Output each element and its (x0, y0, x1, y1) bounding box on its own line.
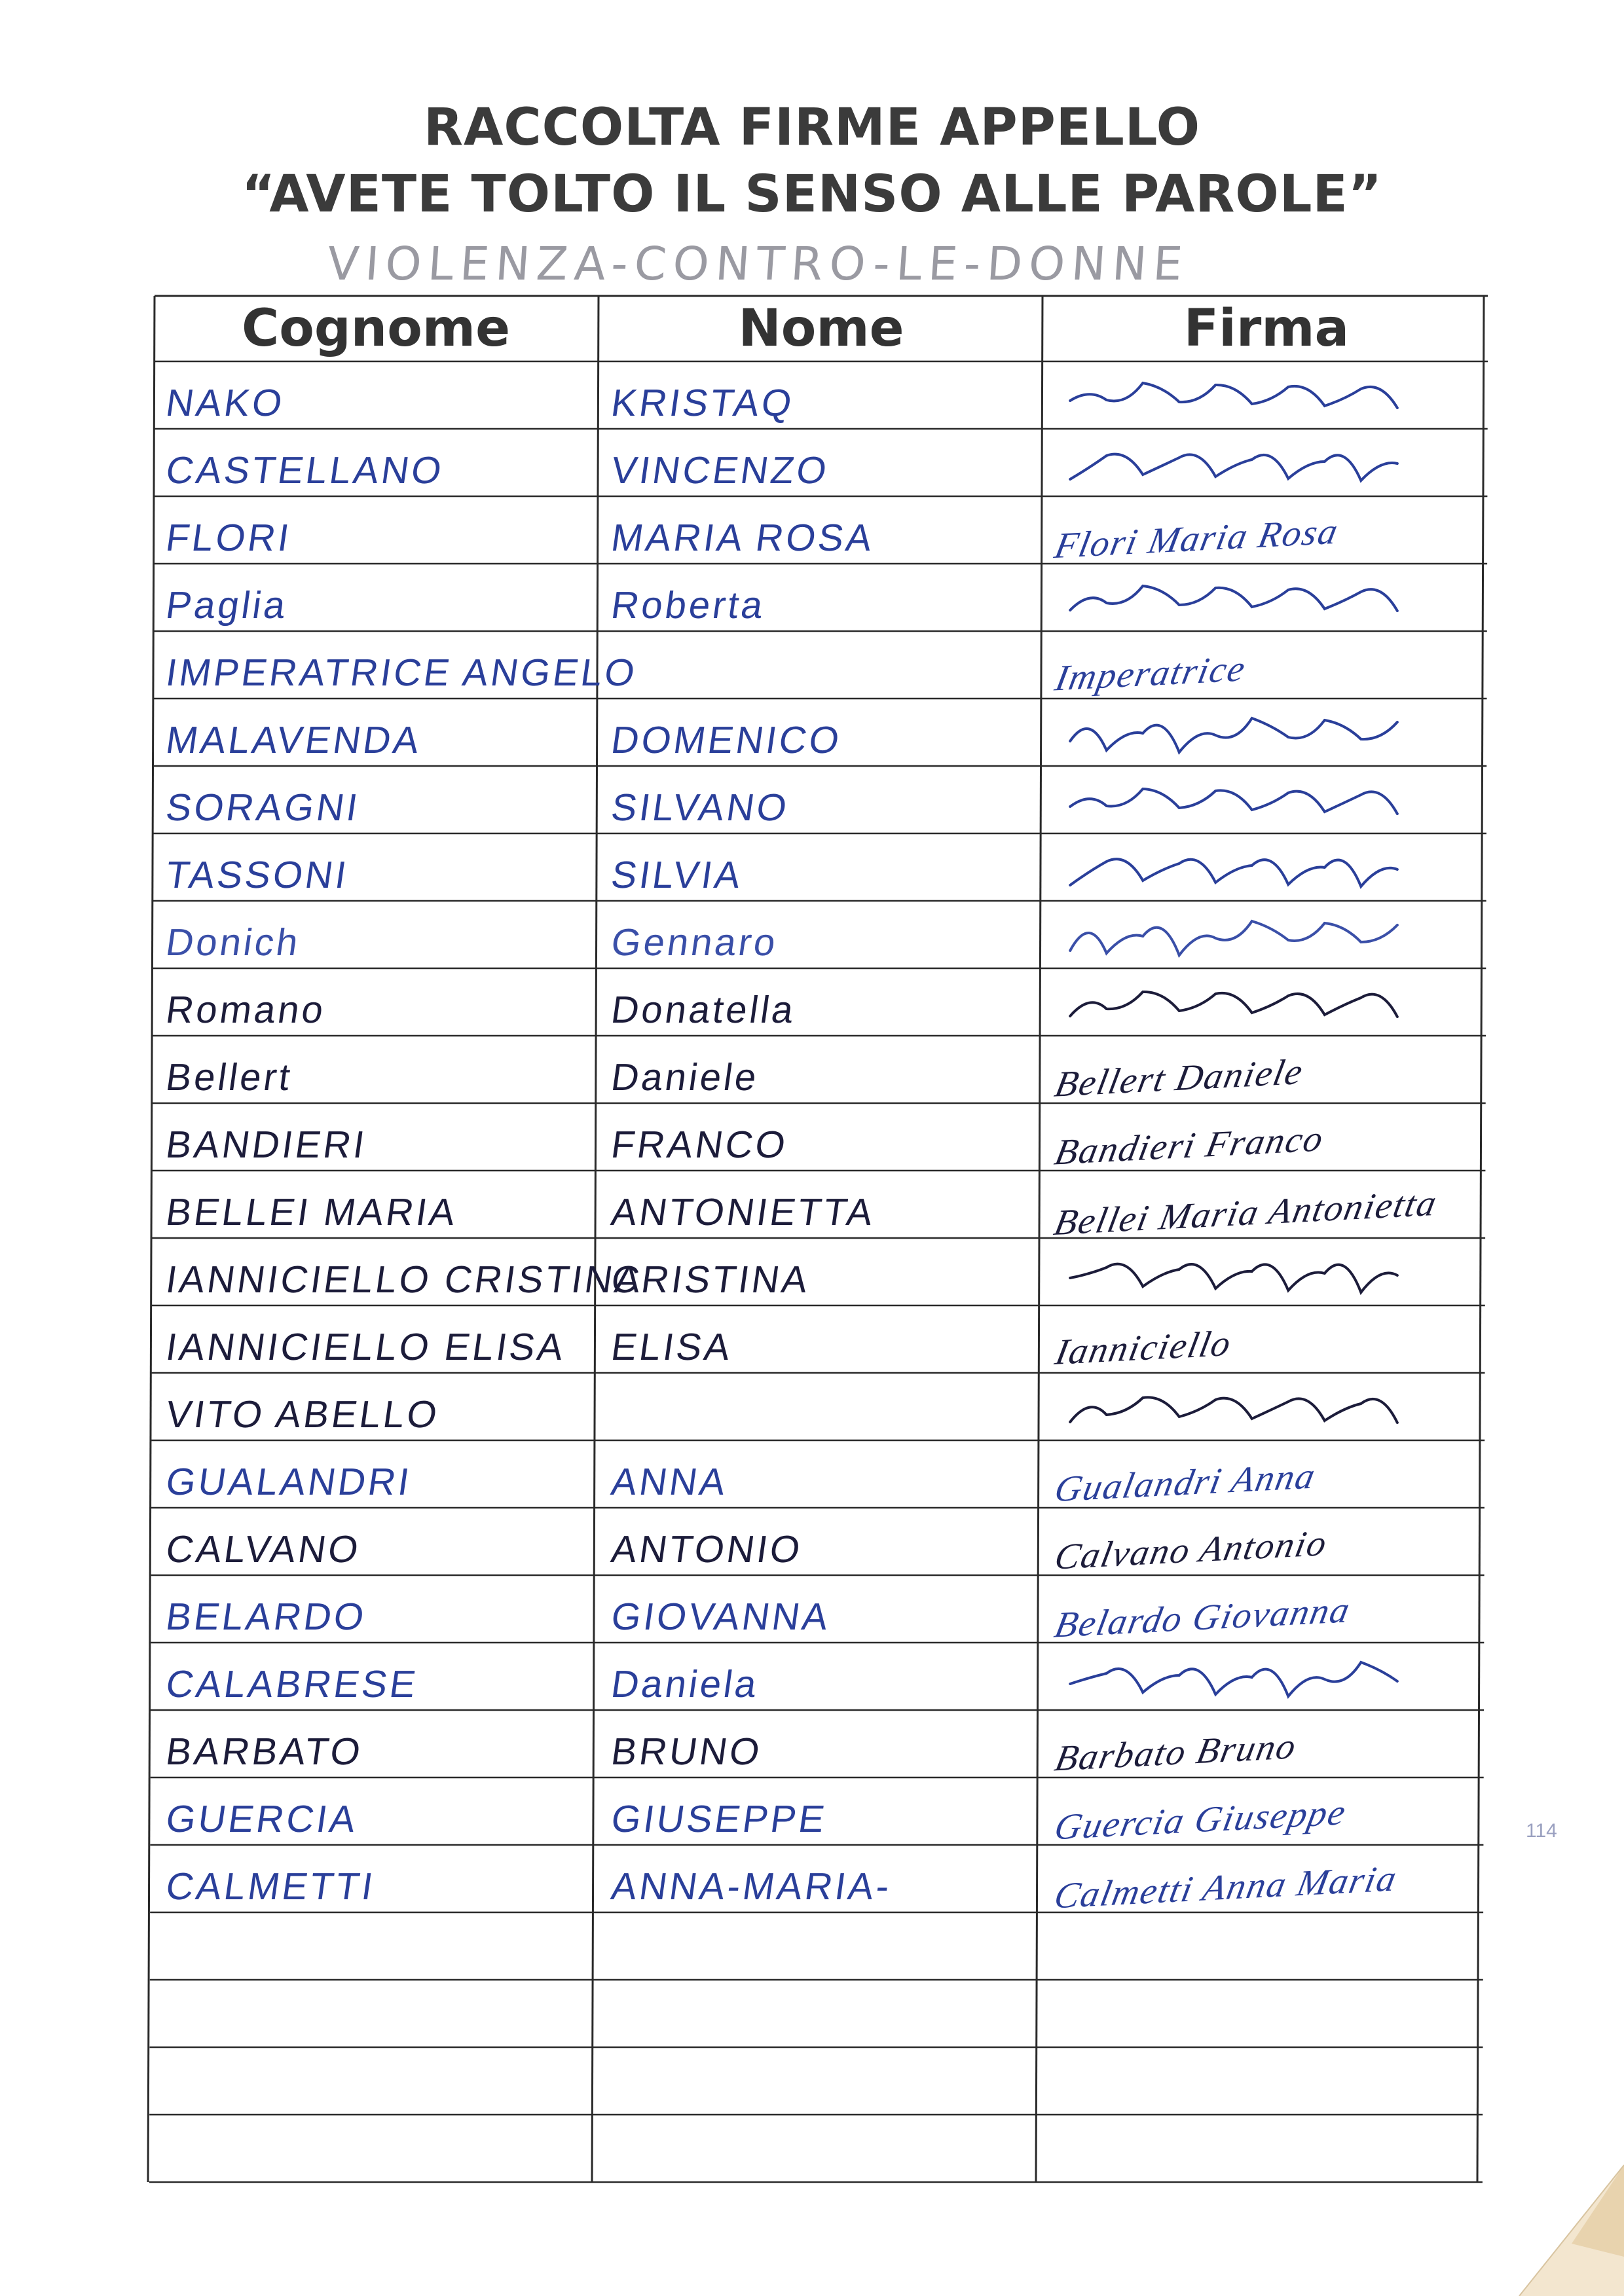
column-header-cognome: Cognome (242, 299, 510, 358)
cell-cognome (163, 699, 589, 766)
cell-cognome (163, 631, 640, 699)
cell-cognome (166, 2047, 589, 2115)
table-row (0, 1643, 1624, 1710)
handwritten-cognome: GUALANDRI (163, 1461, 415, 1503)
signature-scribble (1057, 1238, 1480, 1305)
cell-nome (608, 1710, 1035, 1777)
cell-nome (612, 1373, 1035, 1440)
signature-scribble (1057, 901, 1480, 968)
cell-nome (608, 699, 1035, 766)
cell-nome (608, 1575, 1035, 1643)
signature: Guercia Giuseppe (1051, 1792, 1350, 1848)
cell-firma (1051, 1440, 1480, 1510)
table-row (0, 429, 1624, 496)
cell-nome (608, 1036, 1035, 1103)
signature: Bellert Daniele (1051, 1051, 1307, 1105)
table-row (0, 968, 1624, 1036)
margin-note: 114 (1526, 1820, 1557, 1842)
cell-cognome (163, 1171, 589, 1238)
cell-cognome (163, 1643, 589, 1710)
handwritten-nome: ANTONIETTA (608, 1191, 878, 1233)
table-row (0, 1845, 1624, 1917)
cell-cognome (166, 1912, 589, 1980)
signature: Gualandri Anna (1051, 1455, 1320, 1510)
table-row (0, 1508, 1624, 1578)
handwritten-nome: Roberta (608, 584, 768, 627)
handwritten-nome: VINCENZO (608, 449, 832, 492)
handwritten-nome: Donatella (608, 989, 799, 1031)
table-row (0, 833, 1624, 901)
table-row (0, 361, 1624, 429)
handwritten-nome: ANTONIO (608, 1528, 805, 1571)
signature-scribble (1057, 699, 1480, 766)
cell-nome (608, 1171, 1035, 1238)
table-row (0, 1777, 1624, 1848)
table-row (0, 1440, 1624, 1508)
table-row (0, 901, 1624, 968)
handwritten-nome: MARIA ROSA (608, 517, 877, 559)
handwritten-nome: BRUNO (608, 1730, 766, 1773)
table-row (0, 766, 1624, 833)
cell-firma (1057, 564, 1480, 631)
table-row (0, 1103, 1624, 1171)
table-row (0, 1238, 1624, 1305)
cell-cognome (163, 1575, 589, 1643)
cell-cognome (163, 496, 589, 564)
cell-firma (1051, 1710, 1480, 1779)
table-row (0, 564, 1624, 631)
cell-cognome (163, 1036, 589, 1103)
handwritten-cognome: VITO ABELLO (163, 1393, 443, 1436)
cell-firma (1057, 1373, 1480, 1440)
table-row (0, 699, 1624, 766)
handwritten-cognome: BELLEI MARIA (163, 1191, 461, 1233)
signature: Ianniciello (1052, 1323, 1236, 1373)
handwritten-cognome: BELARDO (163, 1595, 369, 1638)
handwritten-cognome: CALABRESE (163, 1663, 421, 1705)
cell-nome (608, 1845, 1035, 1912)
handwritten-cognome: FLORI (163, 517, 295, 559)
cell-nome (608, 1103, 1035, 1171)
handwritten-cognome: Paglia (163, 584, 291, 627)
table-row (0, 1575, 1624, 1646)
handwritten-cognome: Bellert (163, 1056, 295, 1099)
cell-cognome (163, 1508, 589, 1575)
cell-nome (608, 496, 1035, 564)
cell-firma (1057, 1912, 1480, 1980)
table-row (0, 1980, 1624, 2047)
handwritten-nome: Daniela (608, 1663, 762, 1705)
handwritten-cognome: IANNICIELLO ELISA (163, 1326, 569, 1368)
handwritten-cognome: Romano (163, 989, 329, 1031)
cell-cognome (163, 968, 589, 1036)
cell-nome (608, 564, 1035, 631)
cell-firma (1057, 2115, 1480, 2182)
handwritten-cognome: IANNICIELLO CRISTINA (163, 1258, 646, 1301)
cell-nome (608, 1777, 1035, 1845)
cell-firma (1051, 496, 1480, 567)
table-row (0, 1036, 1624, 1103)
cell-firma (1051, 1508, 1480, 1578)
table-row (0, 1171, 1624, 1244)
cell-cognome (163, 1710, 589, 1777)
column-header-firma: Firma (1183, 299, 1350, 358)
cell-firma (1051, 1103, 1480, 1173)
cell-nome (608, 1643, 1035, 1710)
cell-nome (612, 1980, 1035, 2047)
cell-firma (1051, 1575, 1480, 1646)
cell-nome (612, 631, 1035, 699)
cell-cognome (163, 1845, 589, 1912)
signature-scribble (1057, 429, 1480, 496)
handwritten-cognome: BARBATO (163, 1730, 366, 1773)
signature-scribble (1057, 1373, 1480, 1440)
cell-firma (1051, 1777, 1480, 1848)
cell-nome (608, 1440, 1035, 1508)
handwritten-nome: KRISTAQ (608, 382, 797, 424)
signature: Bandieri Franco (1051, 1118, 1328, 1173)
cell-firma (1057, 1238, 1480, 1305)
handwritten-cognome: CASTELLANO (163, 449, 447, 492)
handwritten-nome: SILVANO (608, 786, 792, 829)
cell-cognome (166, 1980, 589, 2047)
cell-firma (1052, 631, 1480, 699)
handwritten-cognome: TASSONI (163, 854, 352, 896)
signature-scribble (1057, 1643, 1480, 1710)
handwritten-cognome: MALAVENDA (163, 719, 425, 761)
cell-nome (608, 968, 1035, 1036)
handwritten-nome: ELISA (608, 1326, 736, 1368)
document-title-line1: RACCOLTA FIRME APPELLO (423, 98, 1201, 157)
cell-nome (612, 2115, 1035, 2182)
handwritten-nome: ANNA-MARIA- (608, 1865, 895, 1908)
signature: Barbato Bruno (1051, 1726, 1301, 1779)
cell-nome (608, 361, 1035, 429)
cell-nome (608, 1305, 1035, 1373)
table-row (0, 1305, 1624, 1373)
cell-cognome (163, 1777, 589, 1845)
signature: Belardo Giovanna (1051, 1590, 1354, 1646)
handwritten-nome: ANNA (608, 1461, 731, 1503)
handwritten-cognome: NAKO (163, 382, 287, 424)
signature-scribble (1057, 361, 1480, 429)
signature-scribble (1057, 968, 1480, 1036)
cell-firma (1050, 1845, 1480, 1917)
handwritten-cognome: SORAGNI (163, 786, 363, 829)
cell-nome (608, 901, 1035, 968)
cell-nome (612, 2047, 1035, 2115)
cell-cognome (163, 361, 589, 429)
cell-firma (1057, 2047, 1480, 2115)
cell-firma (1057, 766, 1480, 833)
cell-cognome (163, 1305, 589, 1373)
cell-firma (1057, 1980, 1480, 2047)
table-row (0, 631, 1624, 699)
handwritten-nome: Gennaro (608, 921, 781, 964)
cell-firma (1057, 361, 1480, 429)
cell-firma (1057, 1643, 1480, 1710)
handwritten-cognome: GUERCIA (163, 1798, 361, 1840)
cell-firma (1057, 429, 1480, 496)
handwritten-nome: FRANCO (608, 1123, 791, 1166)
handwritten-cognome: IMPERATRICE ANGELO (163, 651, 640, 694)
cell-cognome (163, 833, 589, 901)
handwritten-cognome: CALVANO (163, 1528, 364, 1571)
table-row (0, 1912, 1624, 1980)
handwritten-cognome: CALMETTI (163, 1865, 378, 1908)
cell-cognome (163, 766, 589, 833)
cell-nome (608, 1238, 1035, 1305)
cell-nome (608, 1508, 1035, 1575)
cell-firma (1050, 1171, 1480, 1244)
handwritten-nome: GIUSEPPE (608, 1798, 830, 1840)
cell-cognome (163, 1440, 589, 1508)
signature: Calmetti Anna Maria (1050, 1858, 1401, 1917)
cell-firma (1057, 901, 1480, 968)
handwritten-nome: GIOVANNA (608, 1595, 834, 1638)
column-header-nome: Nome (738, 299, 904, 358)
table-row (0, 2115, 1624, 2182)
cell-nome (608, 429, 1035, 496)
page-fold-corner (1493, 2126, 1624, 2296)
cell-nome (608, 833, 1035, 901)
signature: Bellei Maria Antonietta (1050, 1182, 1441, 1244)
cell-firma (1057, 699, 1480, 766)
cell-nome (608, 766, 1035, 833)
handwritten-nome: CRISTINA (608, 1258, 813, 1301)
document-title-line2: “AVETE TOLTO IL SENSO ALLE PAROLE” (241, 165, 1382, 224)
cell-cognome (163, 901, 589, 968)
cell-cognome (163, 1103, 589, 1171)
cell-firma (1051, 1036, 1480, 1105)
handwritten-nome: DOMENICO (608, 719, 845, 761)
cell-firma (1057, 968, 1480, 1036)
cell-cognome (163, 1238, 646, 1305)
signature: Calvano Antonio (1051, 1523, 1331, 1578)
cell-firma (1052, 1305, 1480, 1373)
handwritten-cognome: BANDIERI (163, 1123, 370, 1166)
handwritten-subtitle: VIOLENZA-CONTRO-LE-DONNE (325, 237, 1191, 291)
handwritten-nome: Daniele (608, 1056, 762, 1099)
table-row (0, 496, 1624, 567)
cell-firma (1057, 833, 1480, 901)
cell-nome (612, 1912, 1035, 1980)
table-row (0, 2047, 1624, 2115)
signature-scribble (1057, 833, 1480, 901)
cell-cognome (166, 2115, 589, 2182)
cell-cognome (163, 1373, 589, 1440)
handwritten-nome: SILVIA (608, 854, 746, 896)
signature: Flori Maria Rosa (1051, 511, 1342, 567)
table-row (0, 1373, 1624, 1440)
cell-cognome (163, 564, 589, 631)
cell-cognome (163, 429, 589, 496)
table-row (0, 1710, 1624, 1777)
signature-scribble (1057, 564, 1480, 631)
signature: Imperatrice (1052, 648, 1250, 699)
handwritten-cognome: Donich (163, 921, 304, 964)
signature-scribble (1057, 766, 1480, 833)
